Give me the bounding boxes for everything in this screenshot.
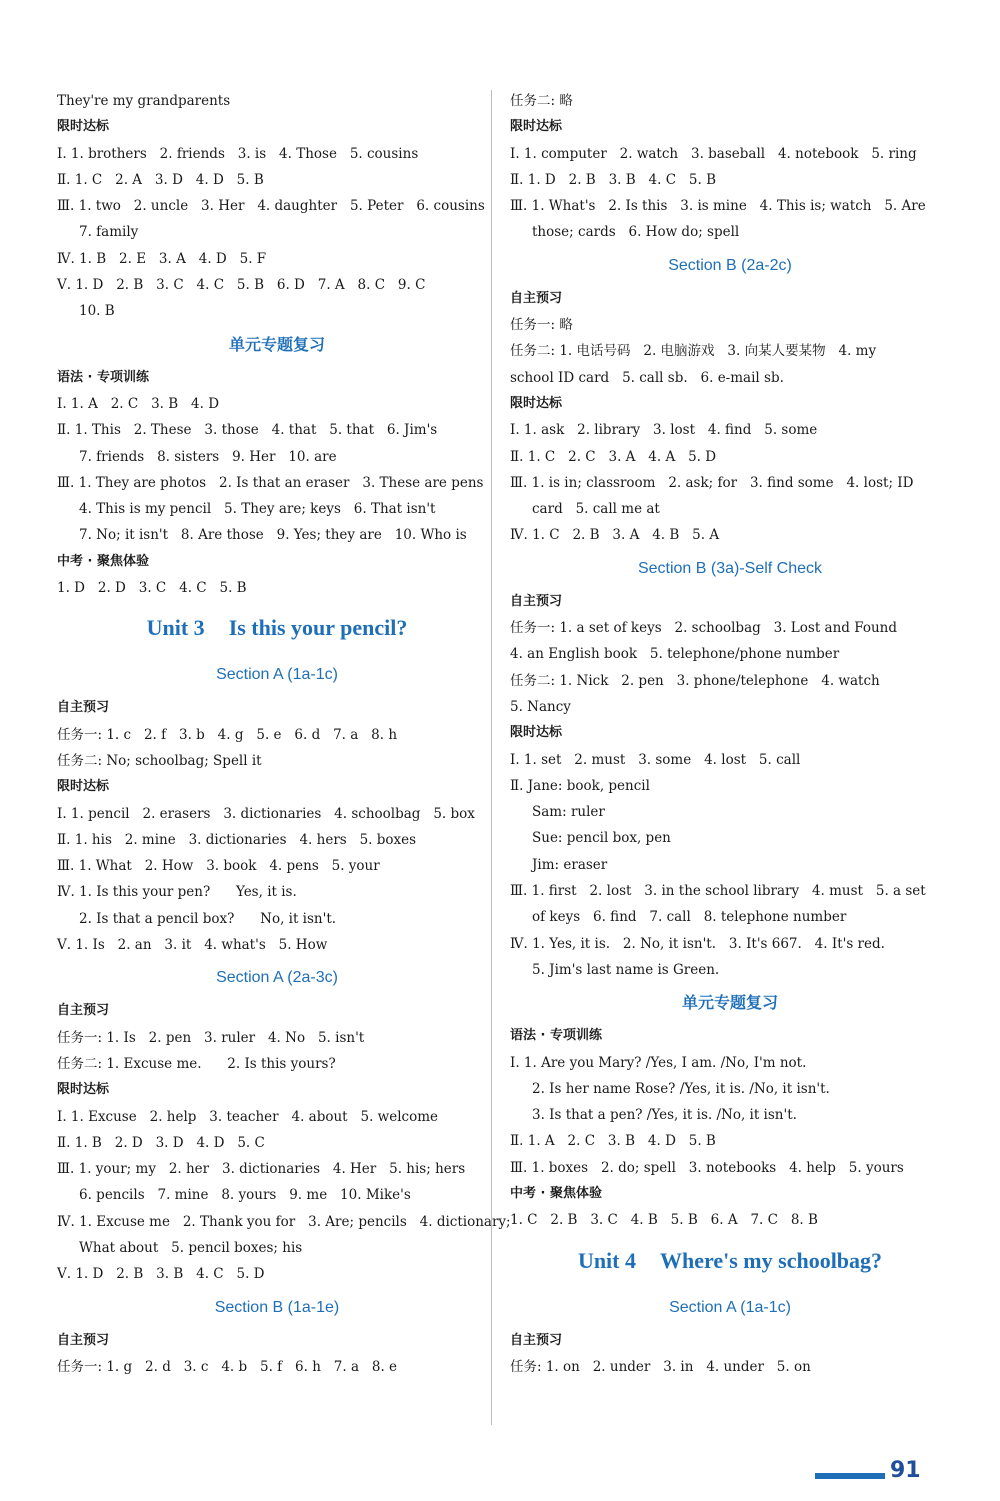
answer-line-continued: 6. pencils 7. mine 8. yours 9. me 10. Mike's	[79, 1187, 411, 1204]
answer-line: Ⅲ. 1. What's 2. Is this 3. is mine 4. This is; watch 5. Are	[510, 198, 926, 215]
answer-line: Ⅲ. 1. is in; classroom 2. ask; for 3. find some 4. lost; ID	[510, 474, 914, 491]
subsection-label: 语法 · 专项训练	[57, 369, 149, 385]
answer-line: Ⅴ. 1. Is 2. an 3. it 4. what's 5. How	[57, 937, 328, 954]
unit-number: Unit 3	[146, 615, 205, 641]
subsection-label: 自主预习	[57, 700, 110, 716]
answer-line-continued: of keys 6. find 7. call 8. telephone number	[532, 909, 847, 926]
answer-line: Ⅳ. 1. Yes, it is. 2. No, it isn't. 3. It's 667. 4. It's red.	[510, 935, 885, 952]
subsection-label: 自主预习	[510, 1332, 563, 1348]
section-heading: Section A (1a-1c)	[669, 1298, 791, 1316]
answer-line-continued: 7. family	[79, 224, 139, 241]
answer-line: Ⅰ. 1. ask 2. library 3. lost 4. find 5. some	[510, 422, 818, 439]
answer-line-continued: Sam: ruler	[532, 804, 605, 821]
answer-line: Ⅰ. 1. brothers 2. friends 3. is 4. Those 5. cousins	[57, 145, 419, 162]
unit-title: Is this your pencil?	[228, 615, 408, 641]
page-number-bar	[815, 1473, 885, 1479]
answer-line: Ⅲ. 1. two 2. uncle 3. Her 4. daughter 5. Peter 6. cousins	[57, 198, 485, 215]
answer-line: Ⅲ. 1. first 2. lost 3. in the school library 4. must 5. a set	[510, 883, 926, 900]
review-heading: 单元专题复习	[681, 993, 778, 1013]
answer-line-continued: Sue: pencil box, pen	[532, 830, 671, 847]
subsection-label: 限时达标	[57, 779, 110, 795]
answer-line-continued: those; cards 6. How do; spell	[532, 224, 740, 241]
answer-line: Ⅲ. 1. your; my 2. her 3. dictionaries 4. Her 5. his; hers	[57, 1161, 466, 1178]
answer-line: Ⅱ. 1. C 2. A 3. D 4. D 5. B	[57, 171, 264, 188]
answer-line: 1. D 2. D 3. C 4. C 5. B	[57, 580, 247, 597]
answer-line: Ⅴ. 1. D 2. B 3. B 4. C 5. D	[57, 1266, 265, 1283]
subsection-label: 自主预习	[510, 593, 563, 609]
answer-line: Ⅲ. 1. boxes 2. do; spell 3. notebooks 4. help 5. yours	[510, 1159, 904, 1176]
answer-line-continued: Jim: eraser	[532, 856, 608, 873]
answer-line: Ⅳ. 1. Is this your pen? Yes, it is.	[57, 884, 297, 901]
right-column	[510, 88, 950, 1380]
subsection-label: 限时达标	[510, 395, 563, 411]
answer-line: They're my grandparents	[57, 93, 231, 109]
subsection-label: 中考 · 聚焦体验	[510, 1185, 602, 1201]
page-number: 91	[890, 1458, 921, 1483]
section-heading: Section B (1a-1e)	[214, 1298, 340, 1316]
answer-line: 4. an English book 5. telephone/phone number	[510, 646, 840, 663]
answer-line: 任务二: 1. Excuse me. 2. Is this yours?	[57, 1055, 336, 1072]
answer-line: 任务二: No; schoolbag; Spell it	[57, 752, 262, 769]
subsection-label: 限时达标	[510, 725, 563, 741]
subsection-label: 语法 · 专项训练	[510, 1028, 602, 1044]
section-heading: Section B (2a-2c)	[668, 256, 792, 274]
answer-line: Ⅱ. 1. his 2. mine 3. dictionaries 4. hers 5. boxes	[57, 831, 417, 848]
answer-line: Ⅰ. 1. A 2. C 3. B 4. D	[57, 395, 220, 412]
answer-line: school ID card 5. call sb. 6. e-mail sb.	[510, 369, 784, 386]
unit-heading	[510, 1234, 950, 1288]
answer-line-continued: 7. friends 8. sisters 9. Her 10. are	[79, 448, 337, 465]
review-heading: 单元专题复习	[228, 334, 325, 354]
answer-line-continued: 2. Is that a pencil box? No, it isn't.	[79, 910, 337, 927]
answer-line: Ⅲ. 1. What 2. How 3. book 4. pens 5. your	[57, 858, 380, 875]
answer-line: 任务一: 1. a set of keys 2. schoolbag 3. Lost and Found	[510, 620, 898, 637]
answer-line-continued: 4. This is my pencil 5. They are; keys 6. That isn't	[79, 501, 436, 518]
subsection-label: 自主预习	[57, 1332, 110, 1348]
answer-line: 任务一: 1. c 2. f 3. b 4. g 5. e 6. d 7. a 8. h	[57, 726, 398, 743]
answer-line: Ⅲ. 1. They are photos 2. Is that an eraser 3. These are pens	[57, 474, 484, 491]
answer-line-continued: What about 5. pencil boxes; his	[79, 1239, 303, 1256]
answer-line-continued: 7. No; it isn't 8. Are those 9. Yes; they are 10. Who is	[79, 527, 467, 544]
answer-line: 1. C 2. B 3. C 4. B 5. B 6. A 7. C 8. B	[510, 1212, 818, 1229]
answer-line: Ⅱ. Jane: book, pencil	[510, 777, 650, 794]
section-heading: Section A (1a-1c)	[216, 666, 338, 684]
subsection-label: 限时达标	[57, 1082, 110, 1098]
subsection-label: 限时达标	[57, 119, 110, 135]
answer-line: 5. Nancy	[510, 698, 571, 715]
unit-heading	[57, 601, 497, 655]
subsection-label: 自主预习	[510, 290, 563, 306]
answer-line: Ⅰ. 1. Excuse 2. help 3. teacher 4. about 5. welcome	[57, 1108, 438, 1125]
unit-number: Unit 4	[577, 1247, 636, 1273]
section-heading: Section A (2a-3c)	[216, 969, 338, 987]
answer-line-continued: 10. B	[79, 303, 115, 320]
answer-line: Ⅰ. 1. pencil 2. erasers 3. dictionaries 4. schoolbag 5. box	[57, 805, 475, 822]
answer-line: 任务二: 1. 电话号码 2. 电脑游戏 3. 向某人要某物 4. my	[510, 343, 877, 360]
answer-line: Ⅱ. 1. C 2. C 3. A 4. A 5. D	[510, 448, 717, 465]
answer-line: 任务: 1. on 2. under 3. in 4. under 5. on	[510, 1358, 811, 1375]
answer-line-continued: 3. Is that a pen? /Yes, it is. /No, it isn't.	[532, 1107, 797, 1124]
subsection-label: 限时达标	[510, 119, 563, 135]
answer-line: Ⅴ. 1. D 2. B 3. C 4. C 5. B 6. D 7. A 8. C 9. C	[57, 277, 426, 294]
left-column	[57, 88, 511, 1380]
answer-line: Ⅰ. 1. Are you Mary? /Yes, I am. /No, I'm not.	[510, 1054, 807, 1071]
column-divider	[491, 90, 492, 1425]
answer-line: Ⅳ. 1. C 2. B 3. A 4. B 5. A	[510, 527, 720, 544]
answer-line: 任务一: 略	[510, 317, 573, 334]
answer-line: Ⅱ. 1. B 2. D 3. D 4. D 5. C	[57, 1134, 265, 1151]
answer-line: 任务二: 1. Nick 2. pen 3. phone/telephone 4. watch	[510, 672, 880, 689]
answer-line: Ⅱ. 1. D 2. B 3. B 4. C 5. B	[510, 171, 717, 188]
answer-line: Ⅰ. 1. computer 2. watch 3. baseball 4. notebook 5. ring	[510, 145, 917, 162]
answer-line-continued: card 5. call me at	[532, 501, 660, 518]
answer-line: Ⅰ. 1. set 2. must 3. some 4. lost 5. call	[510, 751, 801, 768]
unit-title: Where's my schoolbag?	[660, 1247, 883, 1273]
answer-line: 任务二: 略	[510, 93, 573, 109]
subsection-label: 中考 · 聚焦体验	[57, 553, 149, 569]
answer-line: Ⅱ. 1. This 2. These 3. those 4. that 5. that 6. Jim's	[57, 422, 438, 439]
answer-line-continued: 5. Jim's last name is Green.	[532, 961, 720, 978]
section-heading: Section B (3a)-Self Check	[637, 559, 823, 577]
answer-line: 任务一: 1. g 2. d 3. c 4. b 5. f 6. h 7. a 8. e	[57, 1358, 398, 1375]
answer-line: 任务一: 1. Is 2. pen 3. ruler 4. No 5. isn't	[57, 1029, 365, 1046]
answer-line: Ⅱ. 1. A 2. C 3. B 4. D 5. B	[510, 1133, 716, 1150]
answer-line: Ⅳ. 1. B 2. E 3. A 4. D 5. F	[57, 250, 267, 267]
answer-line: Ⅳ. 1. Excuse me 2. Thank you for 3. Are; pencils 4. dictionary;	[57, 1213, 511, 1230]
subsection-label: 自主预习	[57, 1003, 110, 1019]
answer-line-continued: 2. Is her name Rose? /Yes, it is. /No, it isn't.	[532, 1080, 830, 1097]
